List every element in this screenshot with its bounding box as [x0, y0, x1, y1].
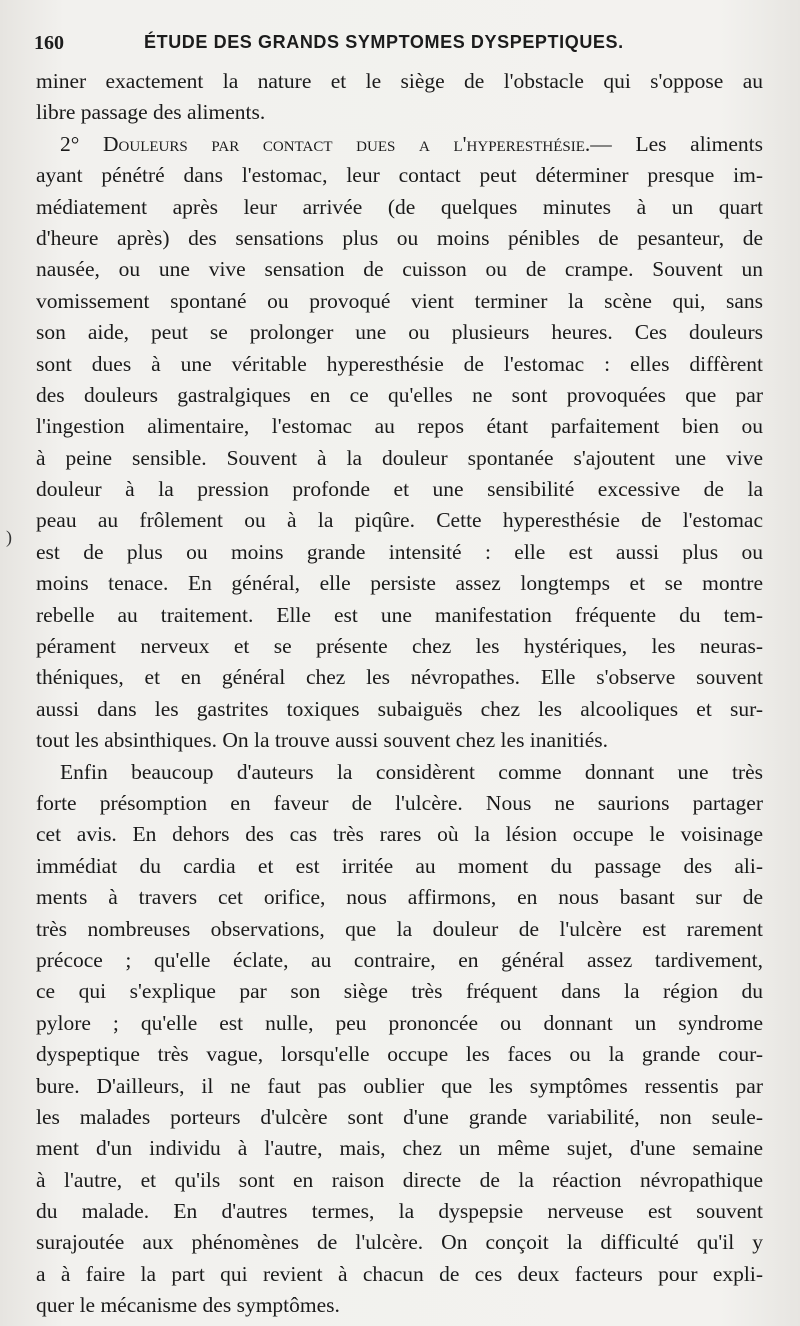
text-line: quer le mécanisme des symptômes.	[36, 1293, 340, 1318]
text-line: à l'autre, et qu'ils sont en raison directe de la réaction névropathique	[36, 1167, 763, 1192]
text-line: vomissement spontané ou provoqué vient terminer la scène qui, sans	[36, 288, 763, 313]
margin-mark: )	[6, 527, 12, 547]
text-line: est de plus ou moins grande intensité : elle est aussi plus ou	[36, 539, 763, 564]
text-line: les malades porteurs d'ulcère sont d'une grande variabilité, non seule-	[36, 1104, 763, 1129]
text-line: libre passage des aliments.	[36, 100, 266, 125]
running-head	[34, 30, 774, 56]
text-line: douleur à la pression profonde et une sensibilité excessive de la	[36, 477, 763, 502]
text-line: rebelle au traitement. Elle est une manifestation fréquente du tem-	[36, 602, 763, 627]
text-line: pylore ; qu'elle est nulle, peu prononcée ou donnant un syndrome	[36, 1010, 763, 1035]
text-line: des douleurs gastralgiques en ce qu'elles ne sont provoquées que par	[36, 382, 763, 407]
section-heading: Douleurs par contact dues a l'hyperesthésie.—	[103, 131, 612, 156]
text-line: ce qui s'explique par son siège très fréquent dans la région du	[36, 979, 763, 1004]
text-line: pérament nerveux et se présente chez les hystériques, les neuras-	[36, 634, 763, 659]
text-line: immédiat du cardia et est irritée au moment du passage des ali-	[36, 853, 763, 878]
text-line: tout les absinthiques. On la trouve aussi souvent chez les inanitiés.	[36, 728, 609, 753]
text-line: ments à travers cet orifice, nous affirmons, en nous basant sur de	[36, 885, 763, 910]
text-line: peau au frôlement ou à la piqûre. Cette hyperesthésie de l'estomac	[36, 508, 763, 533]
text-line: à peine sensible. Souvent à la douleur spontanée s'ajoutent une vive	[36, 445, 763, 470]
text-line: d'heure après) des sensations plus ou moins pénibles de pesanteur, de	[36, 225, 763, 250]
text-line: du malade. En d'autres termes, la dyspepsie nerveuse est souvent	[36, 1199, 763, 1224]
text-line: surajoutée aux phénomènes de l'ulcère. On conçoit la difficulté qu'il y	[36, 1230, 763, 1255]
body-text	[36, 66, 763, 1322]
text-line: théniques, et en général chez les névropathes. Elle s'observe souvent	[36, 665, 763, 690]
page-number: 160	[34, 32, 64, 54]
text-line: miner exactement la nature et le siège de l'obstacle qui s'oppose au	[36, 69, 763, 93]
text-line: forte présomption en faveur de l'ulcère. Nous ne saurions partager	[36, 790, 763, 815]
text-line: médiatement après leur arrivée (de quelques minutes à un quart	[36, 194, 763, 219]
text-line: précoce ; qu'elle éclate, au contraire, en général assez tardivement,	[36, 947, 763, 972]
text-line: a à faire la part qui revient à chacun de ces deux facteurs pour expli-	[36, 1261, 763, 1286]
text-line: aussi dans les gastrites toxiques subaiguës chez les alcooliques et sur-	[36, 696, 763, 721]
text-line-fragment: Les aliments	[635, 131, 763, 156]
text-line: nausée, ou une vive sensation de cuisson ou de crampe. Souvent un	[36, 257, 763, 282]
text-line: sont dues à une véritable hyperesthésie de l'estomac : elles diffèrent	[36, 351, 763, 376]
text-line: ayant pénétré dans l'estomac, leur contact peut déterminer presque im-	[36, 163, 763, 188]
section-number: 2°	[60, 131, 80, 156]
text-line: très nombreuses observations, que la douleur de l'ulcère est rarement	[36, 916, 763, 941]
text-line: ment d'un individu à l'autre, mais, chez un même sujet, d'une semaine	[36, 1136, 763, 1161]
text-line: son aide, peut se prolonger une ou plusieurs heures. Ces douleurs	[36, 320, 763, 345]
text-line: moins tenace. En général, elle persiste assez longtemps et se montre	[36, 571, 763, 596]
text-line: Enfin beaucoup d'auteurs la considèrent comme donnant une très	[60, 759, 763, 784]
text-line: dyspeptique très vague, lorsqu'elle occupe les faces ou la grande cour-	[36, 1042, 763, 1067]
text-line: cet avis. En dehors des cas très rares où la lésion occupe le voisinage	[36, 822, 763, 847]
section-heading-line	[36, 129, 763, 160]
running-head-title: ÉTUDE DES GRANDS SYMPTOMES DYSPEPTIQUES.	[144, 32, 624, 52]
text-line: l'ingestion alimentaire, l'estomac au repos étant parfaitement bien ou	[36, 414, 763, 439]
text-line: bure. D'ailleurs, il ne faut pas oublier que les symptômes ressentis par	[36, 1073, 763, 1098]
